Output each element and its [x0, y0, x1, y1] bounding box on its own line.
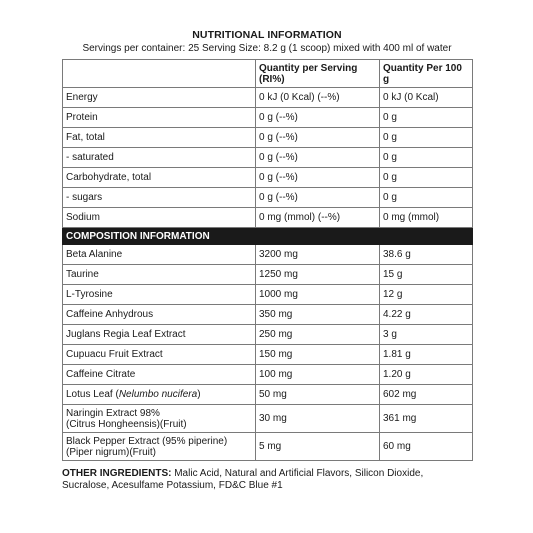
- per-100g-value: 0 kJ (0 Kcal): [380, 88, 473, 108]
- header-blank-cell: [63, 60, 256, 88]
- table-row: [63, 345, 473, 365]
- table-row: [63, 108, 473, 128]
- table-row: [63, 245, 473, 265]
- per-100g-value: 0 g: [380, 148, 473, 168]
- ingredient-name: Taurine: [63, 265, 256, 285]
- per-serving-value: 0 g (--%): [256, 108, 380, 128]
- servings-line: Servings per container: 25 Serving Size: 8.2 g (1 scoop) mixed with 400 ml of water: [82, 43, 452, 54]
- composition-header: COMPOSITION INFORMATION: [63, 228, 473, 245]
- nutrient-name: Sodium: [63, 208, 256, 228]
- table-row: [63, 285, 473, 305]
- nutrient-name: Energy: [63, 88, 256, 108]
- per-100g-value: 361 mg: [380, 405, 473, 433]
- nutrition-table: [62, 59, 473, 461]
- per-serving-value: 0 mg (mmol) (--%): [256, 208, 380, 228]
- per-serving-value: 5 mg: [256, 433, 380, 461]
- other-ingredients-text: Malic Acid, Natural and Artificial Flavors, Silicon Dioxide, Sucralose, Acesulfame Potassium, FD&C Blue #1: [62, 468, 424, 491]
- per-serving-value: 250 mg: [256, 325, 380, 345]
- nutrient-name: Carbohydrate, total: [63, 168, 256, 188]
- section-header-row: [63, 228, 473, 245]
- per-serving-value: 30 mg: [256, 405, 380, 433]
- per-serving-value: 350 mg: [256, 305, 380, 325]
- per-100g-value: 0 mg (mmol): [380, 208, 473, 228]
- per-serving-value: 0 g (--%): [256, 168, 380, 188]
- per-100g-value: 12 g: [380, 285, 473, 305]
- table-row: [63, 433, 473, 461]
- botanical-name: Nelumbo nucifera: [118, 389, 198, 400]
- per-100g-value: 4.22 g: [380, 305, 473, 325]
- per-serving-value: 50 mg: [256, 385, 380, 405]
- ingredient-name-line: Naringin Extract 98%: [66, 407, 160, 419]
- per-serving-value: 150 mg: [256, 345, 380, 365]
- table-row: [63, 365, 473, 385]
- per-serving-value: 1000 mg: [256, 285, 380, 305]
- nutrient-name: - sugars: [63, 188, 256, 208]
- ingredient-name: [63, 385, 256, 405]
- table-row: [63, 385, 473, 405]
- per-100g-value: 0 g: [380, 108, 473, 128]
- table-row: [63, 208, 473, 228]
- ingredient-name: L-Tyrosine: [63, 285, 256, 305]
- other-ingredients-label: OTHER INGREDIENTS:: [62, 468, 172, 479]
- nutrient-name: - saturated: [63, 148, 256, 168]
- header-per-serving: Quantity per Serving (RI%): [256, 60, 380, 88]
- per-serving-value: 0 g (--%): [256, 188, 380, 208]
- ingredient-name: Caffeine Citrate: [63, 365, 256, 385]
- per-100g-value: 0 g: [380, 128, 473, 148]
- ingredient-name: [63, 405, 256, 433]
- per-100g-value: 60 mg: [380, 433, 473, 461]
- ingredient-name-line: (Citrus Hongheensis)(Fruit): [66, 418, 187, 430]
- per-100g-value: 3 g: [380, 325, 473, 345]
- ingredient-name: [63, 433, 256, 461]
- ingredient-name: Beta Alanine: [63, 245, 256, 265]
- table-row: [63, 88, 473, 108]
- header-per-100g: Quantity Per 100 g: [380, 60, 473, 88]
- per-100g-value: 602 mg: [380, 385, 473, 405]
- per-serving-value: 100 mg: [256, 365, 380, 385]
- other-ingredients: [62, 468, 472, 492]
- table-row: [63, 265, 473, 285]
- table-header-row: [63, 60, 473, 88]
- nutrient-name: Fat, total: [63, 128, 256, 148]
- nutrient-name: Protein: [63, 108, 256, 128]
- ingredient-name-part: Lotus Leaf (: [66, 389, 119, 400]
- per-100g-value: 15 g: [380, 265, 473, 285]
- table-row: [63, 188, 473, 208]
- per-100g-value: 0 g: [380, 168, 473, 188]
- table-row: [63, 325, 473, 345]
- ingredient-name-part: ): [197, 389, 201, 400]
- nutrition-panel: [62, 28, 472, 492]
- ingredient-name: Cupuacu Fruit Extract: [63, 345, 256, 365]
- table-row: [63, 405, 473, 433]
- per-100g-value: 0 g: [380, 188, 473, 208]
- nutrition-table-body: [63, 60, 473, 461]
- per-100g-value: 1.20 g: [380, 365, 473, 385]
- table-row: [63, 128, 473, 148]
- panel-title: NUTRITIONAL INFORMATION: [192, 29, 342, 41]
- per-100g-value: 1.81 g: [380, 345, 473, 365]
- ingredient-name: Juglans Regia Leaf Extract: [63, 325, 256, 345]
- per-serving-value: 0 kJ (0 Kcal) (--%): [256, 88, 380, 108]
- per-100g-value: 38.6 g: [380, 245, 473, 265]
- table-row: [63, 148, 473, 168]
- table-row: [63, 168, 473, 188]
- per-serving-value: 0 g (--%): [256, 128, 380, 148]
- ingredient-name-line: (Piper nigrum)(Fruit): [66, 446, 157, 458]
- table-row: [63, 305, 473, 325]
- per-serving-value: 0 g (--%): [256, 148, 380, 168]
- ingredient-name: Caffeine Anhydrous: [63, 305, 256, 325]
- ingredient-name-line: Black Pepper Extract (95% piperine): [66, 435, 228, 447]
- per-serving-value: 1250 mg: [256, 265, 380, 285]
- per-serving-value: 3200 mg: [256, 245, 380, 265]
